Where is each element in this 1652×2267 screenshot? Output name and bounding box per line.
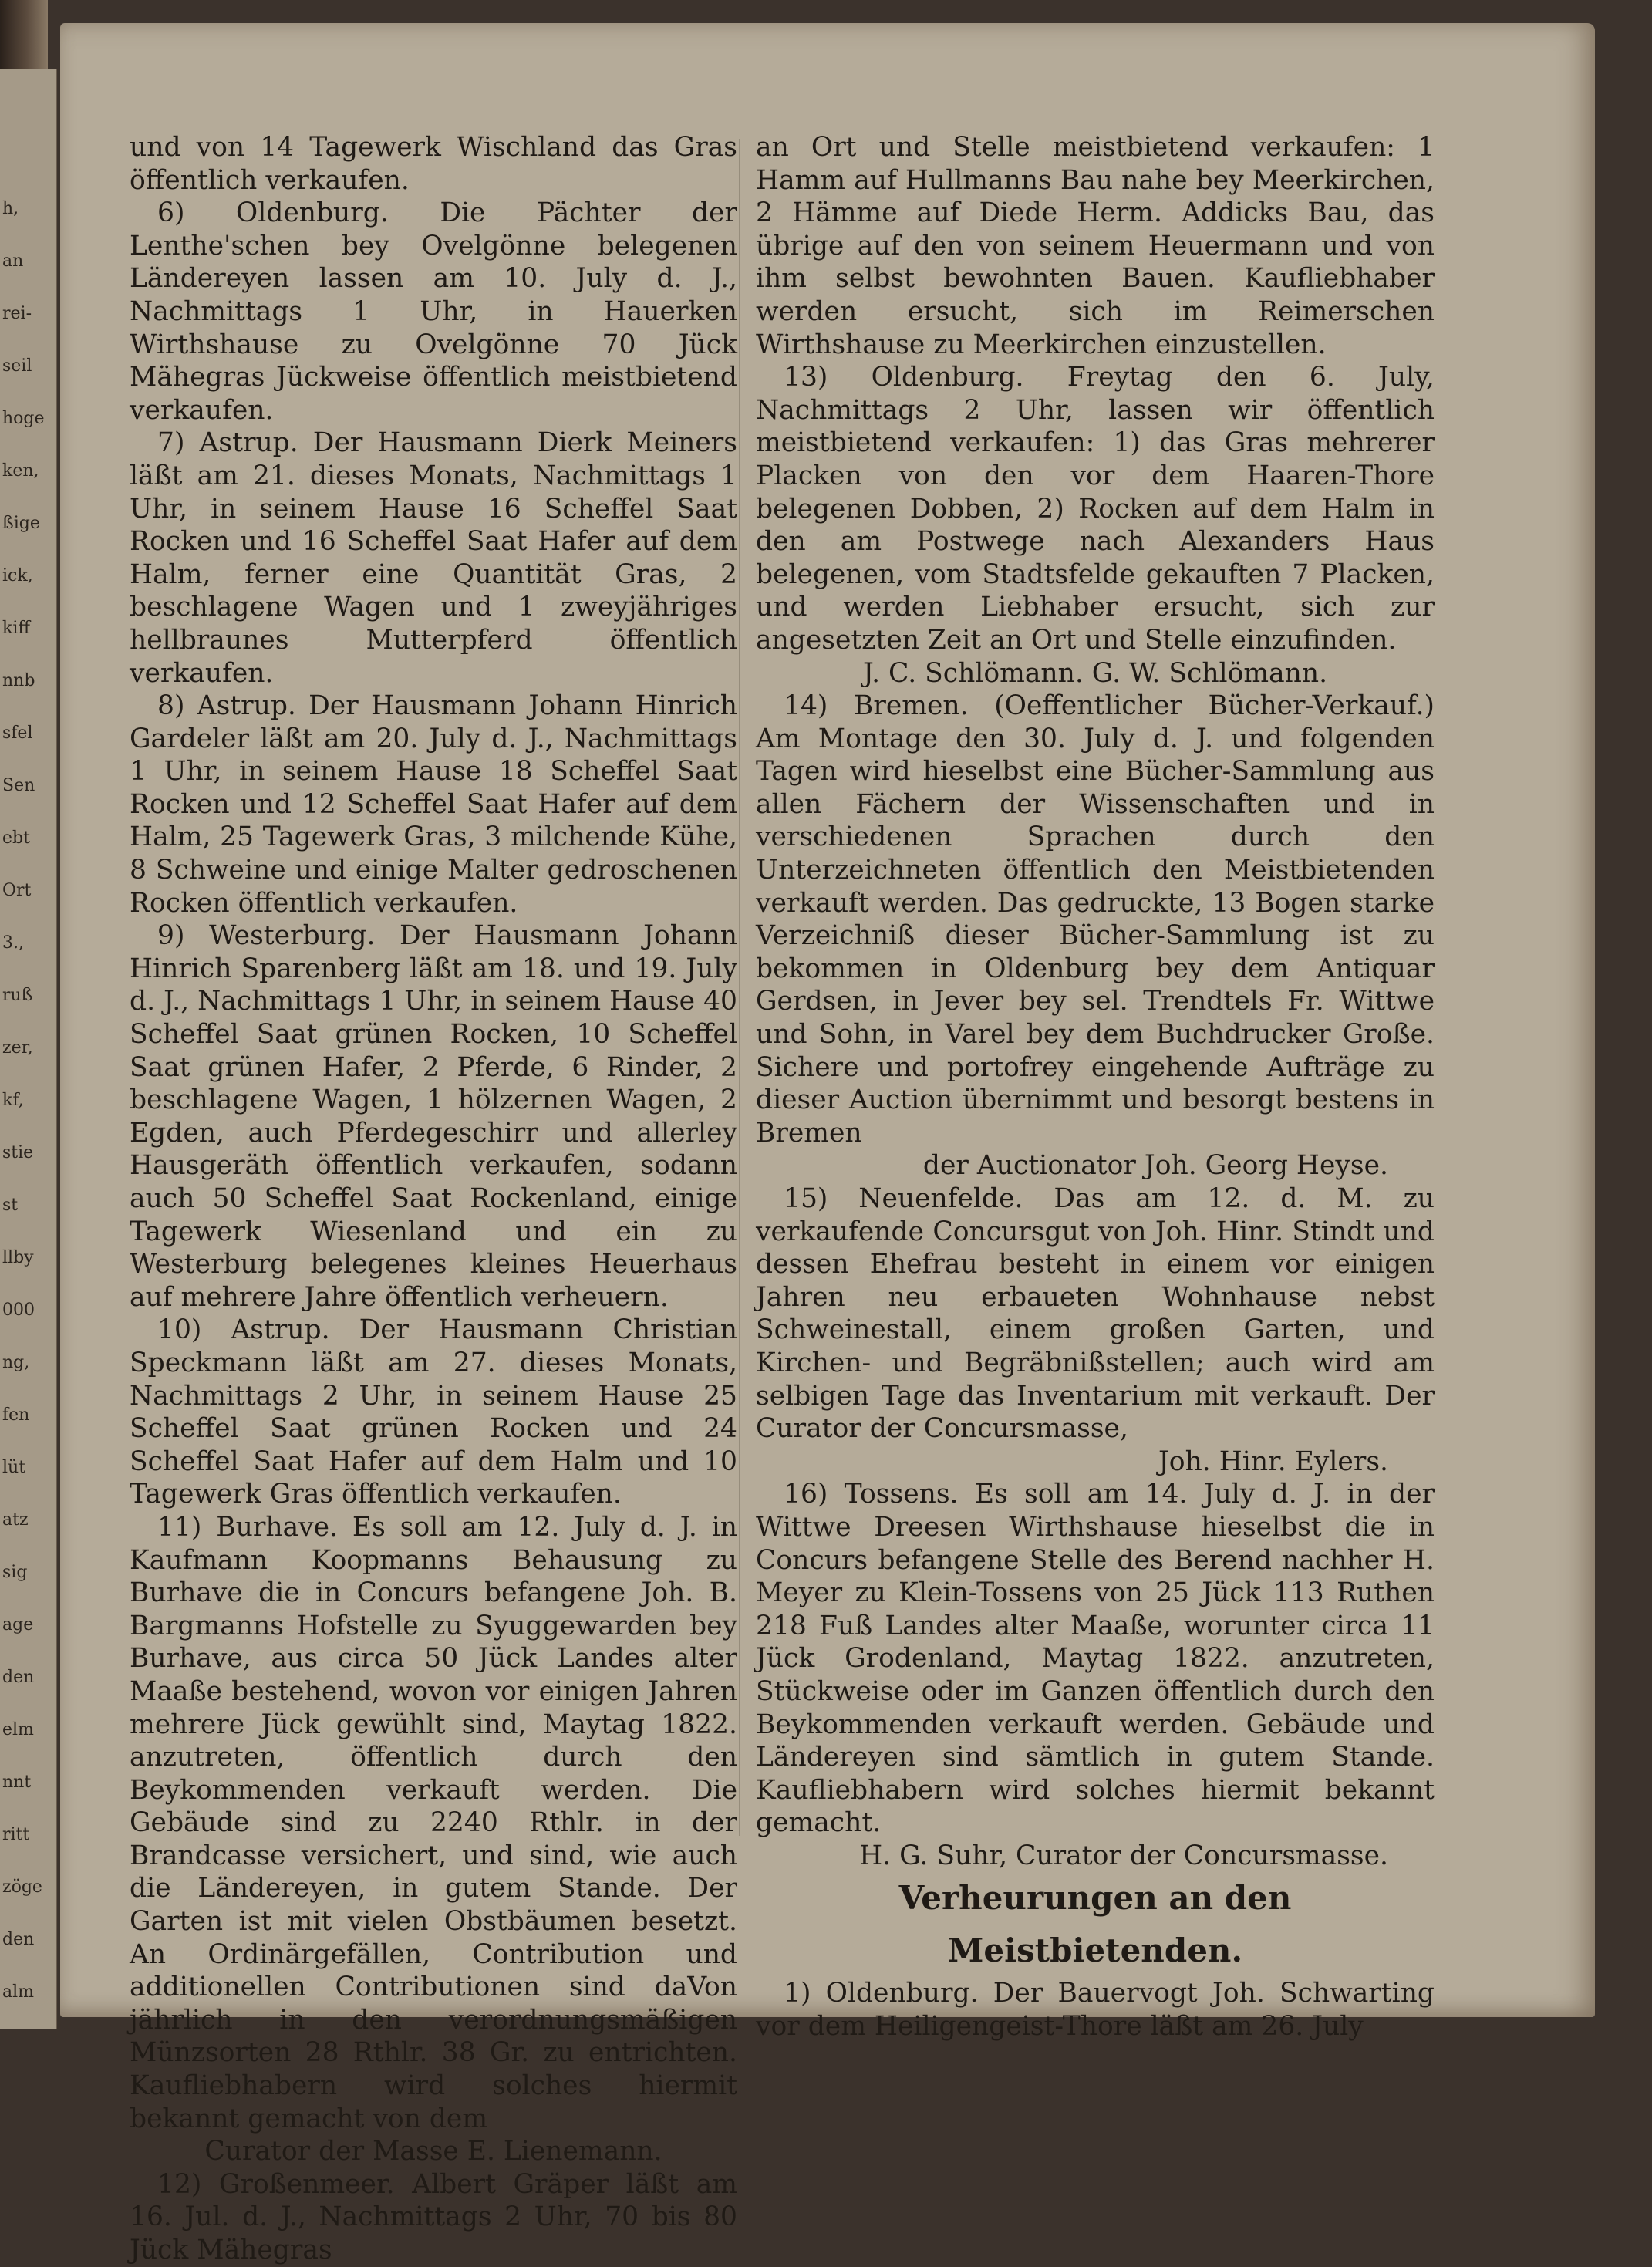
notice-14-bremen: 14) Bremen. (Oeffentlicher Bücher-Verkauf.) Am Montage den 30. July d. J. und folgenden Tagen wird hieselbst eine Bücher-Sammlung aus allen Fächern der Wissenschaften und in verschiedenen Sprachen durch den Unterzeichneten öffentlich den Meistbietenden verkauft werden. Das gedruckte, 13 Bogen starke Verzeichniß dieser Bücher-Sammlung ist zu bekommen in Oldenburg bey dem Antiquar Gerdsen, in Jever bey sel. Trendtels Fr. Wittwe und Sohn, in Varel bey dem Buchdrucker Große. Sichere und portofrey eingehende Aufträge zu dieser Auction übernimmt und besorgt bestens in Bremen [756, 690, 1435, 1149]
notice-12-grossenmeer: 12) Großenmeer. Albert Gräper läßt am 16. Jul. d. J., Nachmittags 2 Uhr, 70 bis 80 Jück Mähegras [130, 2168, 737, 2265]
previous-page-edge [0, 69, 57, 2029]
notice-10-astrup: 10) Astrup. Der Hausmann Christian Speckmann läßt am 27. dieses Monats, Nachmittags 2 Uhr, in seinem Hause 25 Scheffel Saat grünen Rocken und 24 Scheffel Saat Hafer auf dem Halm und 10 Tagewerk Gras öffentlich verkaufen. [130, 1314, 737, 1510]
previous-page-fragment: st [2, 1196, 19, 1215]
signature: der Auctionator Joh. Georg Heyse. [922, 1150, 1388, 1182]
previous-page-fragment: ruß [2, 986, 33, 1005]
previous-page-fragment: alm [2, 1982, 35, 2002]
signature: H. G. Suhr, Curator der Concursmasse. [859, 1840, 1388, 1871]
previous-page-fragment: lüt [2, 1458, 26, 1477]
left-column [130, 131, 737, 2267]
notice-16-tossens: 16) Tossens. Es soll am 14. July d. J. in der Wittwe Dreesen Wirthshause hieselbst die in Concurs befangene Stelle des Berend nachher H. Meyer zu Klein-Tossens von 25 Jück 113 Ruthen 218 Fuß Landes alter Maaße, worunter circa 11 Jück Grodenland, Maytag 1822. anzutreten, Stückweise oder im Ganzen öffentlich durch den Beykommenden verkauft werden. Gebäude und Ländereyen sind sämtlich in gutem Stande. Kaufliebhabern wird solches hiermit bekannt gemacht. [756, 1479, 1435, 1839]
notice-6-oldenburg: 6) Oldenburg. Die Pächter der Lenthe'schen bey Ovelgönne belegenen Ländereyen lassen am 10. July d. J., Nachmittags 1 Uhr, in Hauerken Wirthshause zu Ovelgönne 70 Jück Mähegras Jückweise öffentlich meistbietend verkaufen. [130, 197, 737, 426]
previous-page-fragment: atz [2, 1510, 29, 1530]
newspaper-page [60, 23, 1595, 2265]
previous-page-fragment: 000 [2, 1300, 35, 1320]
previous-page-fragment: rei- [2, 304, 32, 323]
previous-page-fragment: den [2, 1930, 35, 1949]
previous-page-fragment: fen [2, 1405, 30, 1425]
previous-page-fragment: seil [2, 356, 32, 376]
previous-page-fragment: ßige [2, 514, 40, 533]
notice-text: an Ort und Stelle meistbietend verkaufen: 1 Hamm auf Hullmanns Bau nahe bey Meerkirchen, 2 Hämme auf Diede Herm. Addicks Bau, das übrige auf den von seinem Heuermann und von ihm selbst bewohnten Bauen. Kaufliebhaber werden ersucht, sich im Reimerschen Wirthshause zu Meerkirchen einzustellen. [756, 132, 1435, 360]
notice-1-oldenburg-rental: 1) Oldenburg. Der Bauervogt Joh. Schwarting vor dem Heiligengeist-Thore läßt am 26. July [756, 1978, 1435, 2043]
notice-8-astrup: 8) Astrup. Der Hausmann Johann Hinrich Gardeler läßt am 20. July d. J., Nachmittags 1 Uhr, in seinem Hause 18 Scheffel Saat Rocken und 12 Scheffel Saat Hafer auf dem Halm, 25 Tagewerk Gras, 3 milchende Kühe, 8 Schweine und einige Malter gedroschenen Rocken öffentlich verkaufen. [130, 690, 737, 919]
previous-page-fragment: ebt [2, 828, 30, 848]
previous-page-fragment: kf, [2, 1091, 24, 1110]
previous-page-fragment: ritt [2, 1825, 30, 1844]
previous-page-fragment: nnt [2, 1773, 32, 1792]
signature: Curator der Masse E. Lienemann. [204, 2136, 662, 2167]
previous-page-fragment: 3., [2, 933, 24, 953]
previous-page-fragment: kiff [2, 619, 30, 638]
notice-11-burhave: 11) Burhave. Es soll am 12. July d. J. in Kaufmann Koopmanns Behausung zu Burhave die in Concurs befangene Joh. B. Bargmanns Hofstelle zu Syuggewarden bey Burhave, aus circa 50 Jück Landes alter Maaße bestehend, wovon vor einigen Jahren mehrere Jück gewühlt sind, Maytag 1822. anzutreten, öffentlich durch den Beykommenden verkauft werden. Die Gebäude sind zu 2240 Rthlr. in der Brandcasse versichert, und sind, wie auch die Ländereyen, in gutem Stande. Der Garten ist mit vielen Obstbäumen besetzt. An Ordinärgefällen, Contribution und additionellen Contributionen sind daVon jährlich in den verordnungsmäßigen Münzsorten 28 Rthlr. 38 Gr. zu entrichten. Kaufliebhabern wird solches hiermit bekannt gemacht von dem [130, 1511, 737, 2134]
previous-page-fragment: ng, [2, 1353, 30, 1372]
notice-15-neuenfelde: 15) Neuenfelde. Das am 12. d. M. zu verkaufende Concursgut von Joh. Hinr. Stindt und dessen Ehefrau besteht in einem vor einigen Jahren neu erbaueten Wohnhause nebst Schweinestall, einem großen Garten, und Kirchen- und Begräbnißstellen; auch wird am selbigen Tage das Inventarium mit verkauft. Der Curator der Concursmasse, [756, 1183, 1435, 1445]
previous-page-fragment: Sen [2, 776, 35, 795]
previous-page-fragment: sig [2, 1563, 28, 1582]
previous-page-fragment: sfel [2, 724, 33, 743]
previous-page-fragment: zöge [2, 1877, 42, 1897]
previous-page-fragment: h, [2, 199, 19, 218]
previous-page-fragment: llby [2, 1248, 34, 1267]
previous-page-fragment: hoge [2, 409, 45, 428]
previous-page-fragment: nnb [2, 671, 35, 690]
previous-page-fragment: den [2, 1668, 35, 1687]
previous-page-fragment: ken, [2, 461, 39, 481]
previous-page-fragment: Ort [2, 881, 32, 900]
notice-7-astrup: 7) Astrup. Der Hausmann Dierk Meiners läßt am 21. dieses Monats, Nachmittags 1 Uhr, in seinem Hause 16 Scheffel Saat Rocken und 16 Scheffel Saat Hafer auf dem Halm, ferner eine Quantität Gras, 2 beschlagene Wagen und 1 zweyjähriges hellbraunes Mutterpferd öffentlich verkaufen. [130, 427, 737, 689]
column-divider [739, 139, 740, 1836]
previous-page-fragment: zer, [2, 1038, 33, 1058]
notice-9-westerburg: 9) Westerburg. Der Hausmann Johann Hinrich Sparenberg läßt am 18. und 19. July d. J., Nachmittags 1 Uhr, in seinem Hause 40 Scheffel Saat grünen Rocken, 10 Scheffel Saat grünen Hafer, 2 Pferde, 6 Rinder, 2 beschlagene Wagen, 1 hölzernen Wagen, 2 Egden, auch Pferdegeschirr und allerley Hausgeräth öffentlich verkaufen, sodann auch 50 Scheffel Saat Rockenland, einige Tagewerk Wiesenland und ein zu Westerburg belegenes kleines Heuerhaus auf mehrere Jahre öffentlich verheuern. [130, 920, 737, 1313]
notice-13-oldenburg: 13) Oldenburg. Freytag den 6. July, Nachmittags 2 Uhr, lassen wir öffentlich meistbietend verkaufen: 1) das Gras mehrerer Placken von den vor dem Haaren-Thore belegenen Dobben, 2) Rocken auf dem Halm in den am Postwege nach Alexanders Haus belegenen, vom Stadtsfelde gekauften 7 Placken, und werden Liebhaber ersucht, sich zur angesetzten Zeit an Ort und Stelle einzufinden. [756, 362, 1435, 656]
previous-page-fragment: elm [2, 1720, 34, 1739]
previous-page-fragment: stie [2, 1143, 34, 1162]
previous-page-fragment: an [2, 251, 24, 271]
signature: J. C. Schlömann. G. W. Schlömann. [862, 657, 1328, 689]
section-heading: Verheurungen an den Meistbietenden. [898, 1879, 1292, 1970]
notice-text: und von 14 Tagewerk Wischland das Gras öffentlich verkaufen. [130, 132, 737, 196]
previous-page-fragment: ick, [2, 566, 33, 585]
previous-page-fragment: age [2, 1615, 34, 1634]
right-column [756, 131, 1435, 2043]
signature: Joh. Hinr. Eylers. [1158, 1446, 1388, 1477]
